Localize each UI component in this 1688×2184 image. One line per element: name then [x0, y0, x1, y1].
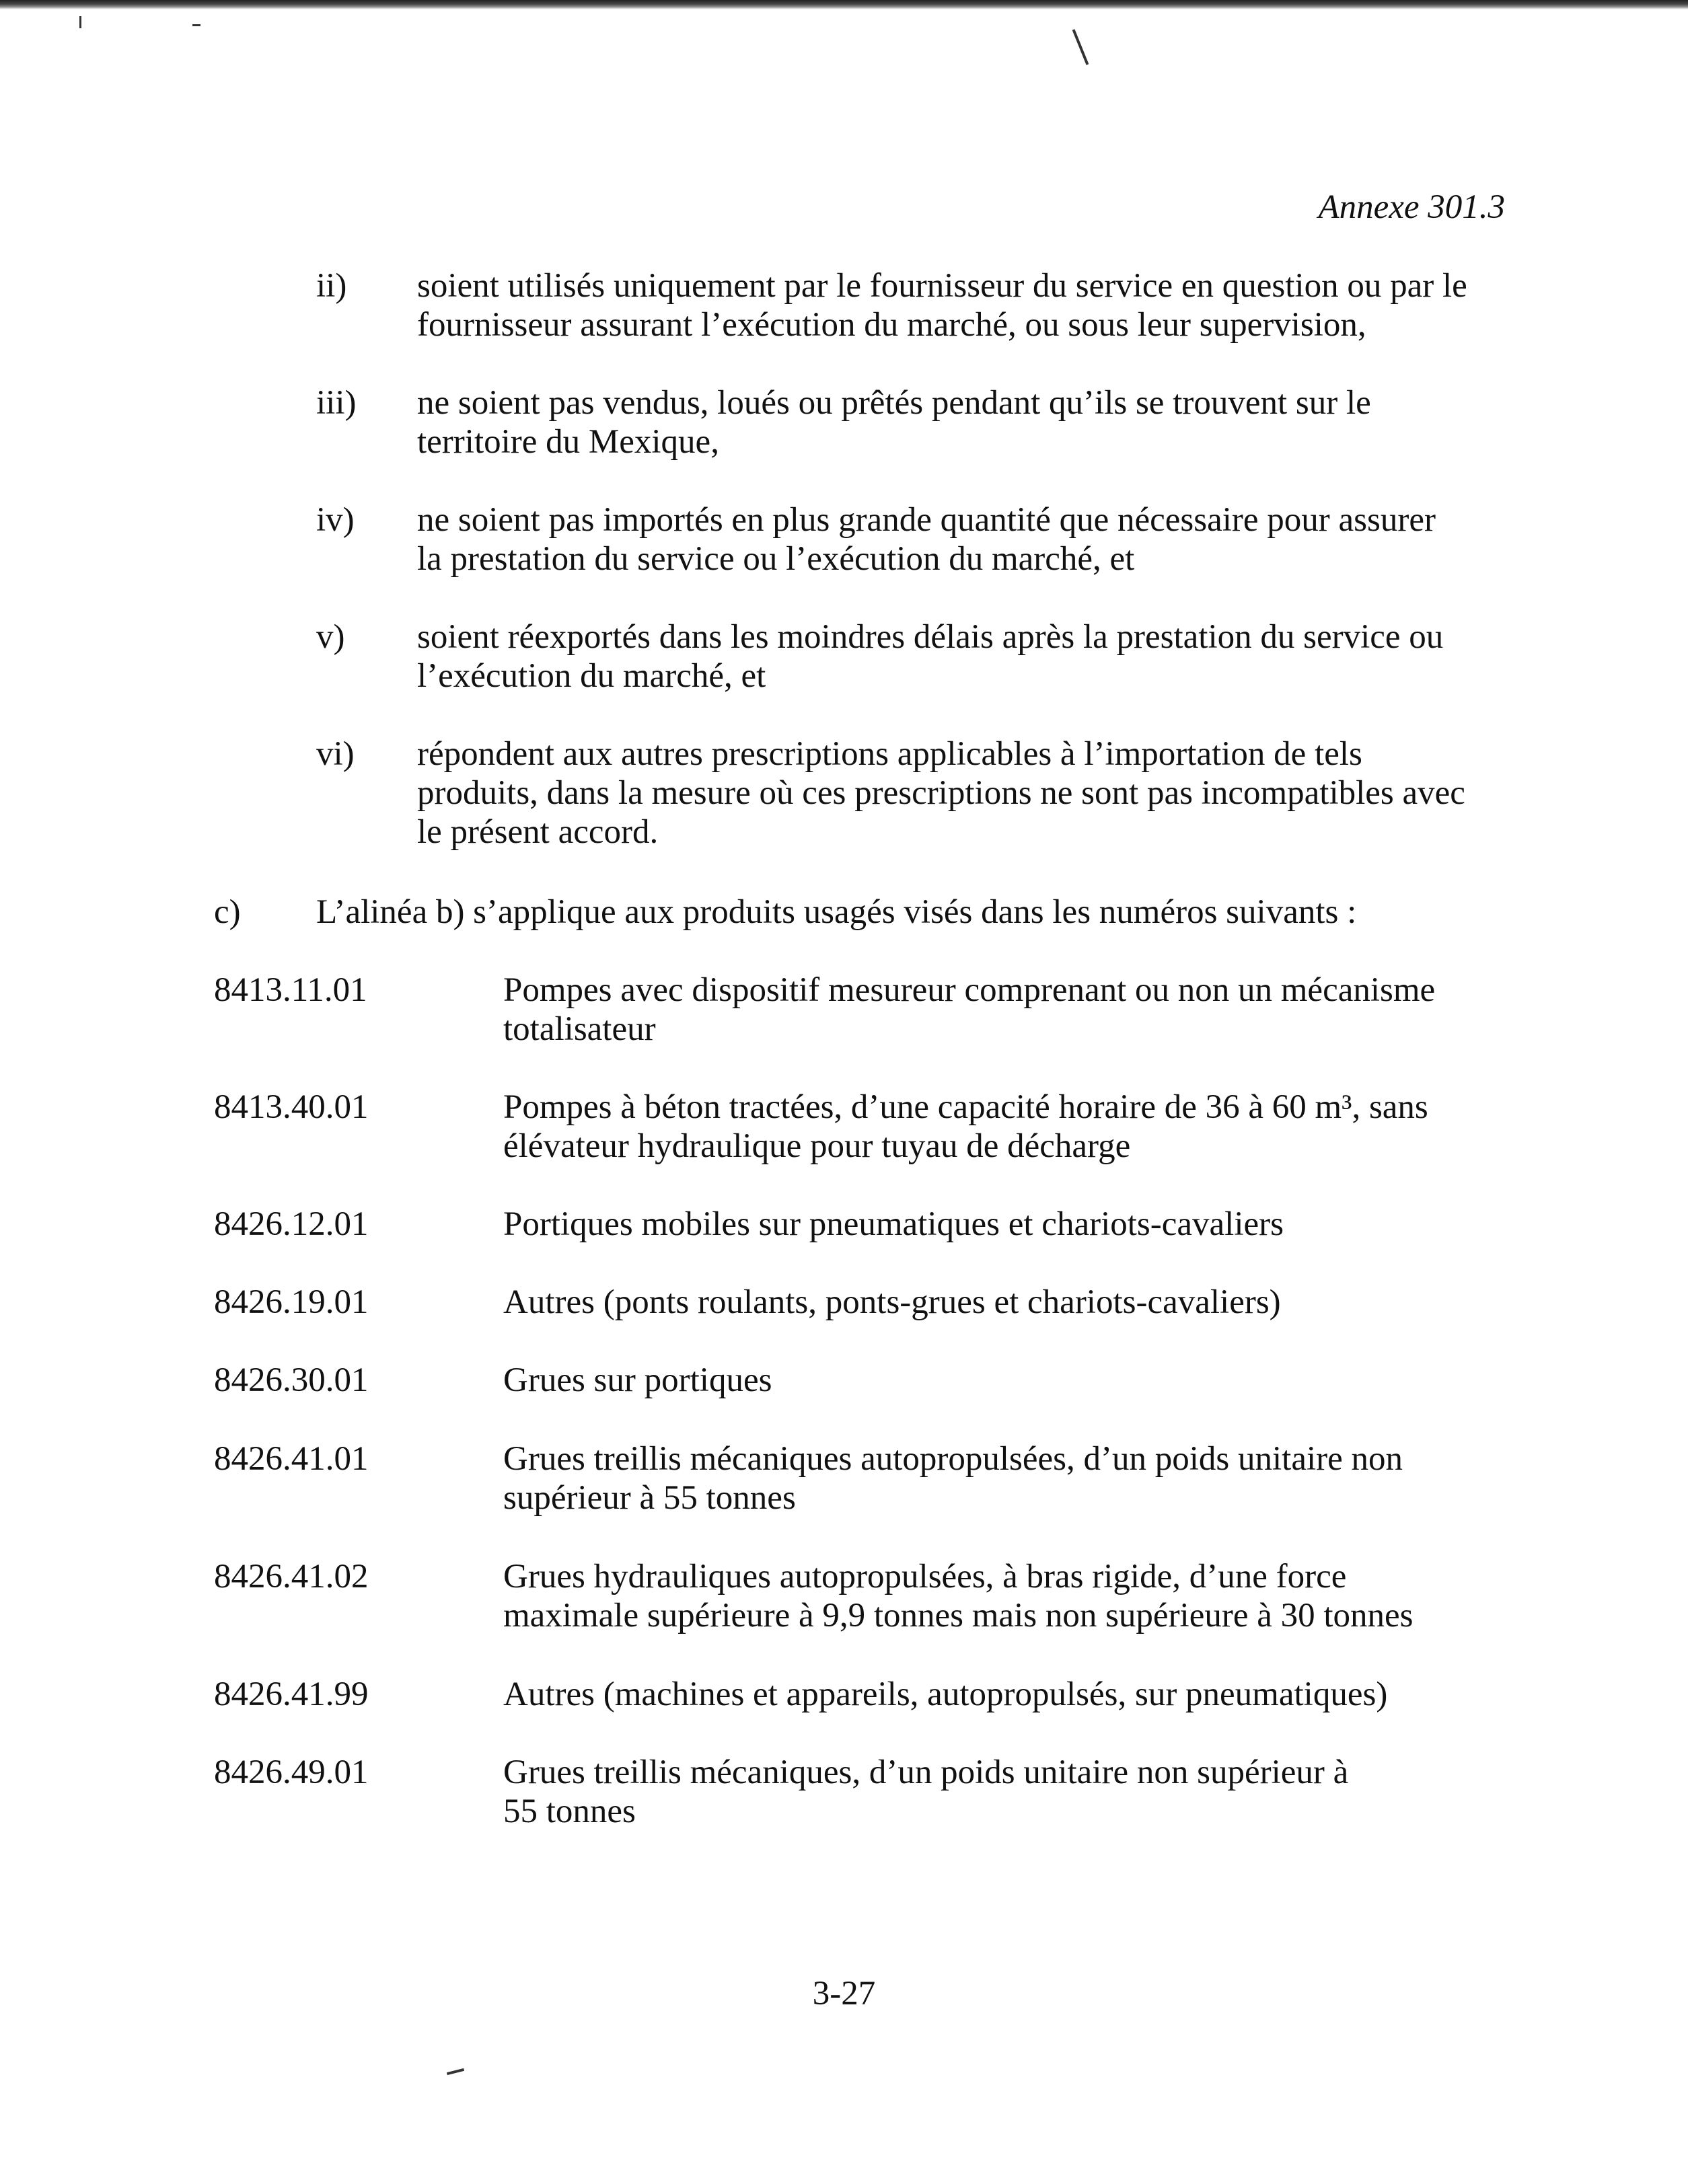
subitem-text [417, 500, 1507, 578]
subitem-text [417, 617, 1507, 695]
text-line: Grues sur portiques [503, 1361, 772, 1399]
tariff-description [503, 1557, 1512, 1635]
text-line: maximale supérieure à 9,9 tonnes mais non supérieure à 30 tonnes [503, 1597, 1414, 1634]
tariff-description [503, 971, 1512, 1049]
text-line: ne soient pas importés en plus grande quantité que nécessaire pour assurer [417, 501, 1436, 539]
text-line: Grues treillis mécaniques autopropulsées, d’un poids unitaire non [503, 1440, 1403, 1478]
scan-artifact-mark [79, 16, 81, 28]
annex-reference: Annexe 301.3 [1318, 188, 1505, 226]
text-line: élévateur hydraulique pour tuyau de décharge [503, 1127, 1131, 1165]
tariff-code: 8426.41.02 [214, 1558, 369, 1595]
text-line: soient réexportés dans les moindres délais après la prestation du service ou [417, 618, 1444, 656]
tariff-code: 8426.19.01 [214, 1283, 369, 1321]
text-line: Autres (ponts roulants, ponts-grues et chariots-cavaliers) [503, 1283, 1281, 1321]
subitem-text [417, 383, 1507, 461]
subitem-label: iii) [316, 384, 357, 422]
tariff-code: 8413.11.01 [214, 971, 367, 1009]
clause-label: c) [214, 893, 241, 931]
clause-text: L’alinéa b) s’applique aux produits usagés visés dans les numéros suivants : [316, 893, 1357, 931]
tariff-code: 8426.49.01 [214, 1754, 369, 1791]
text-line: Autres (machines et appareils, autopropulsés, sur pneumatiques) [503, 1675, 1388, 1713]
subitem-text [417, 735, 1507, 852]
scan-artifact-mark [447, 2068, 464, 2075]
tariff-description [503, 1675, 1512, 1714]
tariff-code: 8426.41.01 [214, 1440, 369, 1478]
text-line: ne soient pas vendus, loués ou prêtés pendant qu’ils se trouvent sur le [417, 384, 1371, 422]
text-line: le présent accord. [417, 813, 659, 851]
tariff-description [503, 1439, 1512, 1517]
tariff-description [503, 1361, 1512, 1400]
text-line: produits, dans la mesure où ces prescriptions ne sont pas incompatibles avec [417, 774, 1465, 812]
text-line: Portiques mobiles sur pneumatiques et chariots-cavaliers [503, 1205, 1284, 1243]
subitem-text [417, 266, 1507, 344]
subitem-label: v) [316, 618, 345, 656]
scan-top-edge [0, 0, 1688, 9]
text-line: 55 tonnes [503, 1793, 636, 1830]
scan-artifact-mark [192, 24, 200, 26]
text-line: soient utilisés uniquement par le fournisseur du service en question ou par le [417, 267, 1467, 305]
subitem-label: vi) [316, 735, 355, 773]
text-line: totalisateur [503, 1010, 656, 1048]
subitem-label: ii) [316, 267, 347, 305]
text-line: Pompes avec dispositif mesureur comprenant ou non un mécanisme [503, 971, 1436, 1009]
tariff-description [503, 1205, 1512, 1244]
tariff-description [503, 1753, 1512, 1831]
text-line: supérieur à 55 tonnes [503, 1479, 796, 1517]
tariff-code: 8426.12.01 [214, 1205, 369, 1243]
text-line: répondent aux autres prescriptions applicables à l’importation de tels [417, 735, 1362, 773]
subitem-label: iv) [316, 501, 355, 539]
tariff-description [503, 1283, 1512, 1322]
text-line: Grues hydrauliques autopropulsées, à bras rigide, d’une force [503, 1558, 1347, 1595]
scan-artifact-mark [1072, 29, 1089, 65]
tariff-code: 8413.40.01 [214, 1088, 369, 1126]
tariff-description [503, 1088, 1512, 1166]
text-line: l’exécution du marché, et [417, 657, 766, 695]
text-line: territoire du Mexique, [417, 423, 719, 461]
tariff-code: 8426.41.99 [214, 1675, 369, 1713]
text-line: la prestation du service ou l’exécution du marché, et [417, 540, 1135, 578]
text-line: Pompes à béton tractées, d’une capacité horaire de 36 à 60 m³, sans [503, 1088, 1428, 1126]
tariff-code: 8426.30.01 [214, 1361, 369, 1399]
text-line: fournisseur assurant l’exécution du marché, ou sous leur supervision, [417, 306, 1366, 344]
page-number: 3-27 [812, 1975, 876, 2012]
text-line: Grues treillis mécaniques, d’un poids unitaire non supérieur à [503, 1754, 1349, 1791]
